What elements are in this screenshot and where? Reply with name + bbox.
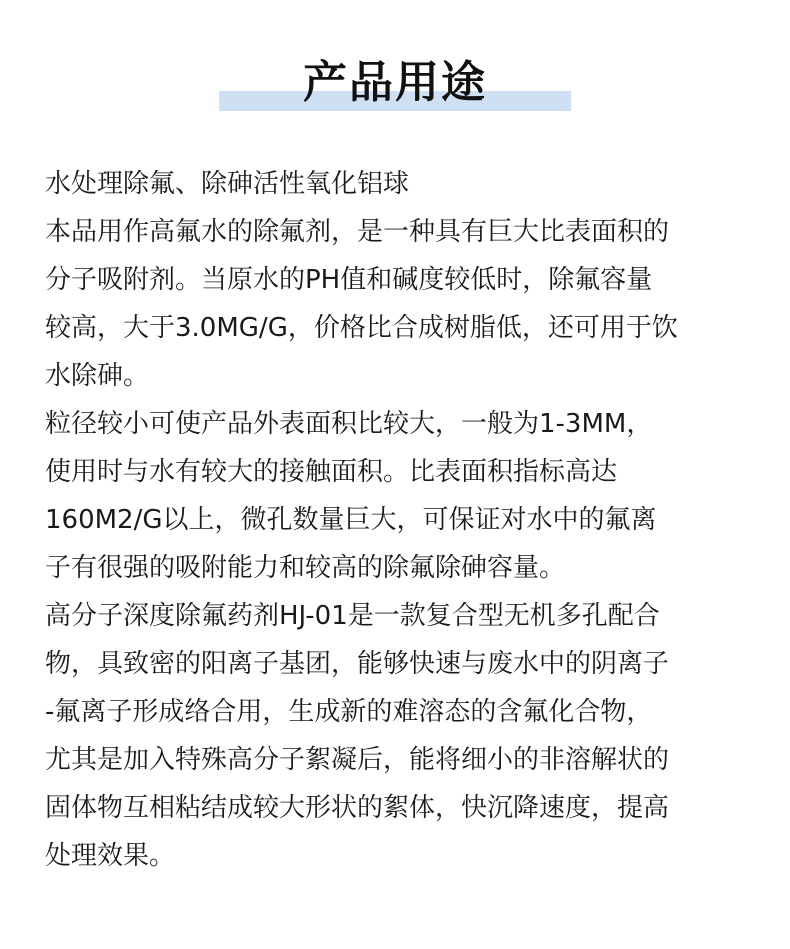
text-line: 粒径较小可使产品外表面积比较大，一般为1-3MM， <box>45 409 653 439</box>
text-line: 处理效果。 <box>45 841 176 871</box>
text-line: -氟离子形成络合用，生成新的难溶态的含氟化合物， <box>45 697 653 727</box>
text-line: 尤其是加入特殊高分子絮凝后，能将细小的非溶解状的 <box>45 745 670 775</box>
text-line: 子有很强的吸附能力和较高的除氟除砷容量。 <box>45 553 566 583</box>
text-line: 160M2/G以上，微孔数量巨大，可保证对水中的氟离 <box>45 505 657 535</box>
text-line: 较高，大于3.0MG/G，价格比合成树脂低，还可用于饮 <box>45 313 678 343</box>
text-line: 高分子深度除氟药剂HJ-01是一款复合型无机多孔配合 <box>45 601 660 631</box>
text-line: 分子吸附剂。当原水的PH值和碱度较低时，除氟容量 <box>45 265 653 295</box>
text-line: 本品用作高氟水的除氟剂，是一种具有巨大比表面积的 <box>45 217 670 247</box>
page-title: 产品用途 <box>303 57 487 108</box>
text-line: 使用时与水有较大的接触面积。比表面积指标高达 <box>45 457 618 487</box>
text-line: 水处理除氟、除砷活性氧化铝球 <box>45 169 410 199</box>
text-line: 物，具致密的阳离子基团，能够快速与废水中的阴离子 <box>45 649 670 679</box>
text-line: 固体物互相粘结成较大形状的絮体，快沉降速度，提高 <box>45 793 670 823</box>
text-line: 水除砷。 <box>45 361 150 391</box>
description-body <box>45 160 770 880</box>
title-section <box>0 55 790 115</box>
